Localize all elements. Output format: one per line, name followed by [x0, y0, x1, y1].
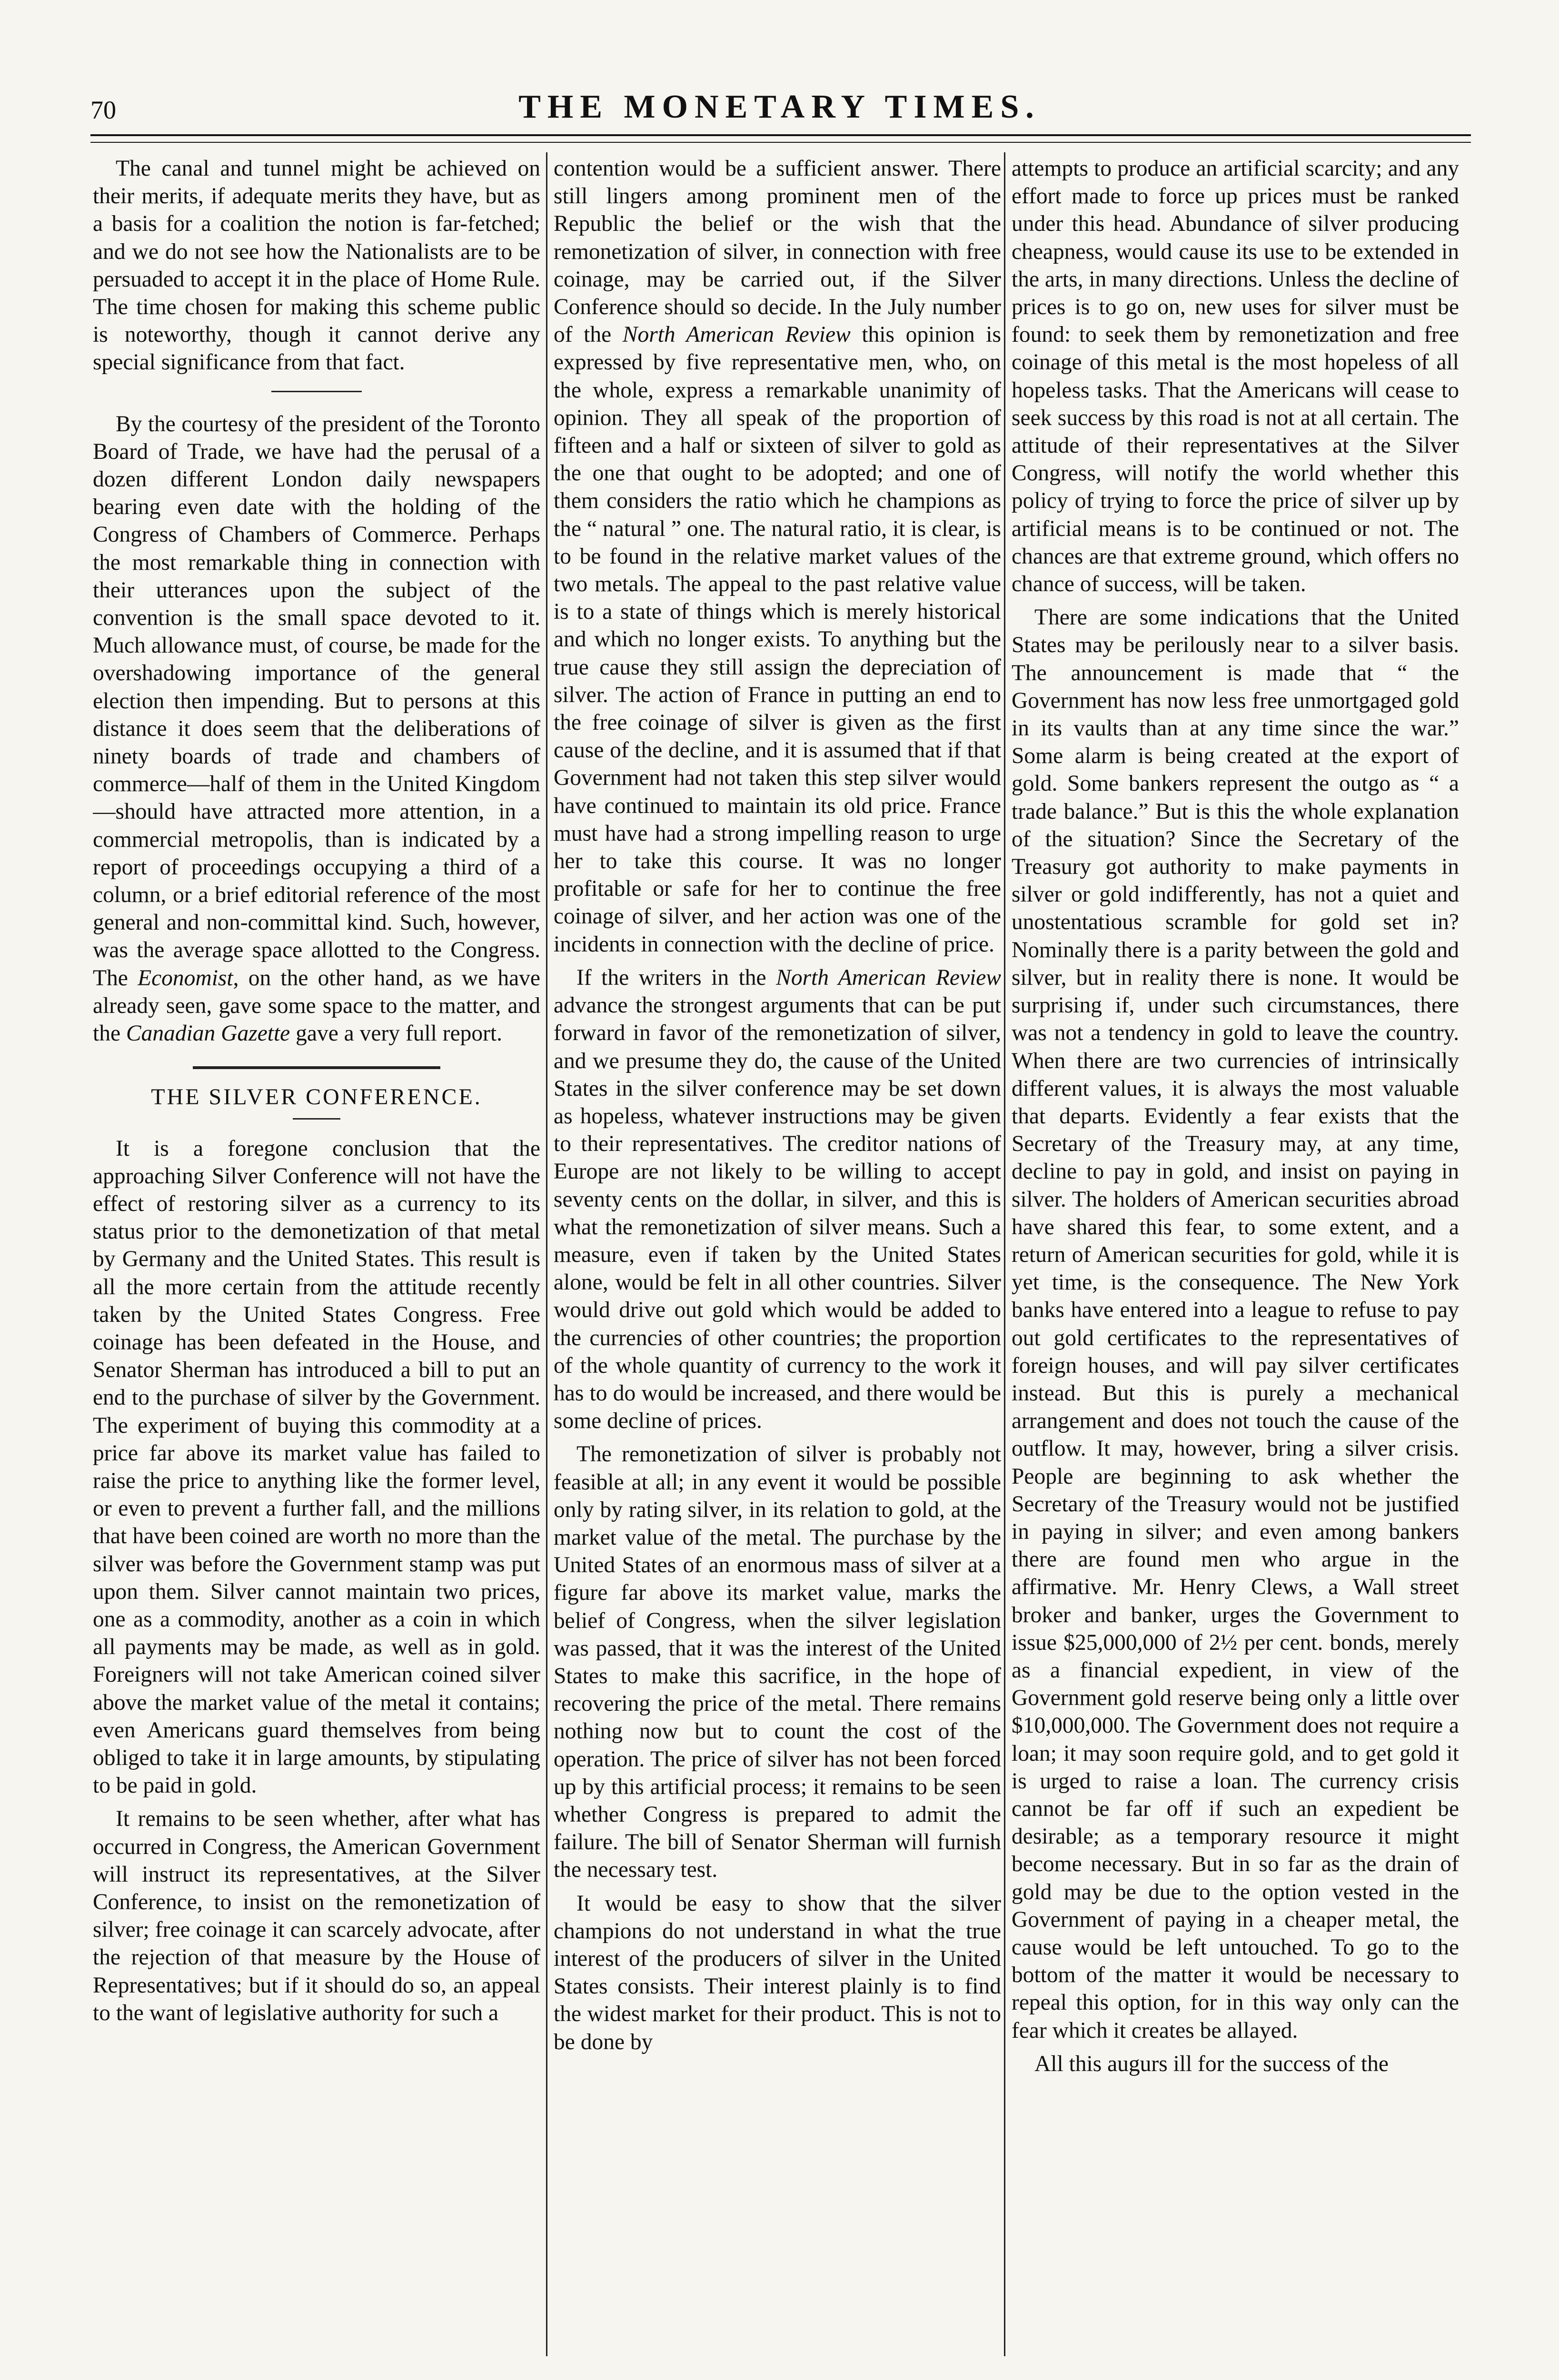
text-run: advance the strongest arguments that can be put forward in favor of the remonetization of silver, and we presume they do, the cause of the United States in the silver conference may be set down as hopeless, whatever instructions may be given to their representatives. The creditor nations of Europe are not likely to be willing to accept seventy cents on the dollar, in silver, and this is what the remonetization of silver means. Such a measure, even if taken by the United States alone, would be felt in all other countries. Silver would drive out gold which would be added to the currencies of other countries; the proportion of the whole quantity of currency to the work it has to do would be increased, and there would be some decline of prices.: [554, 993, 1001, 1434]
text-run: By the courtesy of the president of the Toronto Board of Trade, we have had the perusal of a dozen different London daily newspapers bearing even date with the holding of the Congress of Chambers of Commerce. Perhaps the most remarkable thing in connection with their utterances upon the subject of the convention is the small space devoted to it. Much allowance must, of course, be made for the overshadowing importance of the general election then impending. But to persons at this distance it does seem that the deliberations of ninety boards of trade and chambers of commerce—half of them in the United Kingdom—should have attracted more attention, in a commercial metropolis, than is indicated by a report of proceedings occupying a third of a column, or a brief editorial reference of the most general and non-committal kind. Such, however, was the average space allotted to the Congress. The: [93, 411, 540, 991]
paragraph: [554, 155, 1001, 958]
text-run: If the writers in the: [576, 965, 776, 990]
italic-title: Economist: [138, 965, 233, 991]
paragraph: It would be easy to show that the silver champions do not understand in what the true interest of the producers of silver in the United States consists. Their interest plainly is to find the widest market for their product. This is not to be done by: [554, 1891, 1001, 2054]
paragraph: attempts to produce an artificial scarcity; and any effort made to force up prices must be ranked under this head. Abundance of silver producing cheapness, would cause its use to be extended in the arts, in many directions. Unless the decline of prices is to go on, new uses for silver must be found: to seek them by remonetization and free coinage of this metal is the most hopeless of all hopeless tasks. That the Americans will cease to seek success by this road is not at all certain. The attitude of their representatives at the Silver Congress, will notify the world whether this policy of trying to force the price of silver up by artificial means is to be continued or not. The chances are that extreme ground, which offers no chance of success, will be taken.: [1012, 156, 1459, 597]
column-divider: [1004, 152, 1005, 2356]
text-run: this opinion is expressed by five representative men, who, on the whole, express a remarkable unanimity of opinion. They all speak of the proportion of fifteen and a half or sixteen of silver to gold as the one that ought to be adopted; and one of them considers the ratio which he champions as the “ natural ” one. The natural ratio, it is clear, is to be found in the relative market values of the two metals. The appeal to the past relative value is to a state of things which is merely historical and which no longer exists. To anything but the true cause they still assign the depreciation of silver. The action of France in putting an end to the free coinage of silver is given as the first cause of the decline, and it is assumed that if that Government had not taken this step silver would have continued to maintain its old price. France must have had a strong impelling reason to urge her to take this course. It was no longer profitable or safe for her to continue the free coinage of silver, and her action was one of the incidents in connection with the decline of price.: [554, 322, 1001, 957]
paragraph: It is a foregone conclusion that the approaching Silver Conference will not have the effect of restoring silver as a currency to its status prior to the demonetization of that metal by Germany and the United States. This result is all the more certain from the attitude recently taken by the United States Congress. Free coinage has been defeated in the House, and Senator Sherman has introduced a bill to put an end to the purchase of silver by the Government. The experiment of buying this commodity at a price far above its market value has failed to raise the price to anything like the former level, or even to prevent a further fall, and the millions that have been coined are worth no more than the silver was before the Government stamp was put upon them. Silver cannot maintain two prices, one as a commodity, another as a coin in which all payments may be made, as well as in gold. Foreigners will not take American coined silver above the market value of the metal it contains; even Americans guard themselves from being obliged to take it in large amounts, by stipulating to be paid in gold.: [93, 1136, 540, 1798]
paragraph: [93, 410, 540, 1048]
separator-rule: [271, 391, 362, 392]
paragraph: The canal and tunnel might be achieved on their merits, if adequate merits they have, but as a basis for a coalition the notion is far-fetched; and we do not see how the Nationalists are to be persuaded to accept it in the place of Home Rule. The time chosen for making this scheme public is noteworthy, though it cannot derive any special significance from that fact.: [93, 156, 540, 375]
header-rule: [90, 134, 1471, 136]
italic-title: Canadian Gazette: [126, 1021, 290, 1046]
paragraph: [554, 964, 1001, 1435]
text-run: gave a very full report.: [290, 1021, 503, 1046]
paragraph: The remonetization of silver is probably not feasible at all; in any event it would be possible only by rating silver, in its relation to gold, at the market value of the metal. The purchase by the United States of an enormous mass of silver at a figure far above its market value, marks the belief of Congress, when the silver legislation was passed, that it was the interest of the United States to make this sacrifice, in the hope of recovering the price of the metal. There remains nothing now but to count the cost of the operation. The price of silver has not been forced up by this artificial process; it remains to be seen whether Congress is prepared to admit the failure. The bill of Senator Sherman will furnish the necessary test.: [554, 1442, 1001, 1883]
page-number: 70: [90, 96, 116, 124]
masthead: THE MONETARY TIMES.: [518, 89, 1041, 125]
separator-rule: [293, 1118, 340, 1120]
paragraph: It remains to be seen whether, after what has occurred in Congress, the American Government will instruct its representatives, at the Silver Conference, to insist on the remonetization of silver; free coinage it can scarcely advocate, after the rejection of that measure by the House of Representatives; but if it should do so, an appeal to the want of legislative authority for such a: [93, 1806, 540, 2025]
column-2: [554, 155, 1001, 2354]
column-1: [93, 155, 540, 2354]
italic-title: North American Review: [622, 322, 851, 347]
section-rule: [193, 1066, 440, 1069]
column-divider: [546, 152, 547, 2356]
text-run: , on the other hand, as we have already seen, gave some space to the matter, and the: [93, 965, 540, 1046]
italic-title: North American Review: [776, 965, 1001, 990]
text-run: contention would be a sufficient answer. There still lingers among prominent men of the Republic the belief or the wish that the remonetization of silver, in connection with free coinage, may be carried out, if the Silver Conference should so decide. In the July number of the: [554, 156, 1001, 347]
header-rule-thin: [90, 142, 1471, 143]
paragraph: There are some indications that the United States may be perilously near to a silver basis. The announcement is made that “ the Government has now less free unmortgaged gold in its vaults than at any time since the war.” Some alarm is being created at the export of gold. Some bankers represent the outgo as “ a trade balance.” But is this the whole explanation of the situation? Since the Secretary of the Treasury got authority to make payments in silver or gold indifferently, has not a quiet and unostentatious scramble for gold set in? Nominally there is a parity between the gold and silver, but in reality there is none. It would be surprising if, under such circumstances, there was not a tendency in gold to leave the country. When there are two currencies of intrinsically different values, it is always the most valuable that departs. Evidently a fear exists that the Secretary of the Treasury may, at any time, decline to pay in gold, and insist on paying in silver. The holders of American securities abroad have shared this fear, to some extent, and a return of American securities for gold, while it is yet time, is the consequence. The New York banks have entered into a league to refuse to pay out gold certificates to the representatives of foreign houses, and will pay silver certificates instead. But this is purely a mechanical arrangement and does not touch the cause of the outflow. It may, however, bring a silver crisis. People are beginning to ask whether the Secretary of the Treasury would not be justified in paying in silver; and even among bankers there are found men who argue in the affirmative. Mr. Henry Clews, a Wall street broker and banker, urges the Government to issue $25,000,000 of 2½ per cent. bonds, merely as a financial expedient, in view of the Government gold reserve being only a little over $10,000,000. The Government does not require a loan; it may soon require gold, and to get gold it is urged to raise a loan. The currency crisis cannot be far off if such an expedient be desirable; as a temporary resource it might become necessary. But in so far as the drain of gold may be due to the option vested in the Government of paying in a cheaper metal, the cause would be left untouched. To go to the bottom of the matter it would be necessary to repeal this option, for in this way only can the fear which it creates be allayed.: [1012, 605, 1459, 2043]
paragraph: All this augurs ill for the success of the: [1034, 2051, 1389, 2076]
article-headline: THE SILVER CONFERENCE.: [151, 1084, 482, 1110]
column-3: [1012, 155, 1459, 2354]
